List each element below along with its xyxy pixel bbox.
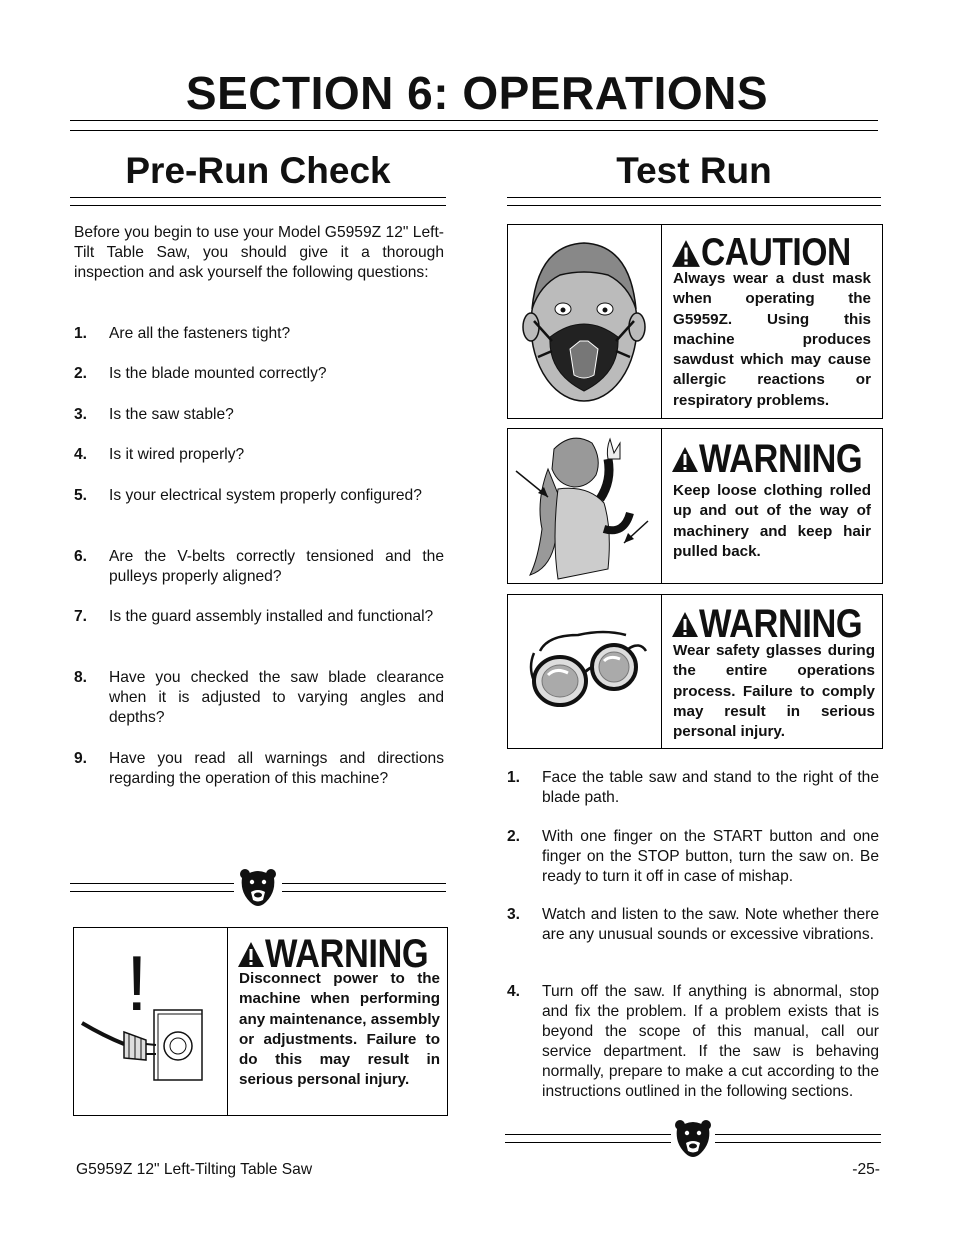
list-item-text: Face the table saw and stand to the right of the blade path. [542,769,879,806]
left-divider-line-b [70,891,234,892]
warning-triangle-icon [237,941,265,968]
list-item-text: Is the blade mounted correctly? [109,365,327,382]
list-item-number: 1. [507,769,521,786]
bear-logo-icon [238,866,278,910]
safety-glasses-icon [508,595,661,748]
list-item-text: Are all the fasteners tight? [109,325,291,342]
svg-text:!: ! [126,939,148,1027]
loose-clothing-hair-icon [508,429,661,583]
list-item-text: Turn off the saw. If anything is abnormal, stop and fix the problem. If a problem exists that is beyond the scope of this manual, call our service department. If the saw is behaving normally, prepare to make a cut according to the instructions outlined in the following sections. [542,983,879,1100]
list-item-number: 2. [74,365,88,382]
list-item-number: 7. [74,608,88,625]
warning-word: WARNING [699,437,863,481]
footer-model: G5959Z 12" Left-Tilting Table Saw [76,1161,313,1178]
disconnect-plug-icon [74,928,227,1115]
disconnect-plug-image [74,928,228,1115]
caution-word: CAUTION [701,231,851,274]
warning-word: WARNING [699,602,863,646]
list-item-number: 1. [74,325,88,342]
title-rule-top [70,120,878,121]
warning-triangle-icon [671,446,699,473]
list-item-number: 3. [74,406,88,423]
loose-clothing-image [508,429,662,583]
warning-message: Disconnect power to the machine when performing any maintenance, assembly or adjustments. Failure to do this may result in serious personal injury. [239,970,440,1089]
list-item-text: Are the V-belts correctly tensioned and the pulleys properly aligned? [109,548,444,585]
caution-message: Always wear a dust mask when operating the G5959Z. Using this machine produces sawdust which may cause allergic reactions or respiratory problems. [673,270,871,409]
list-item-text: Have you checked the saw blade clearance when it is adjusted to varying angles and depths? [109,669,444,726]
warning-message: Wear safety glasses during the entire operations process. Failure to comply may result in serious personal injury. [673,642,875,741]
left-divider-line-c [282,883,446,884]
safety-glasses-warning-box [507,594,883,749]
right-heading-rule-2 [507,205,881,206]
safety-glasses-image [508,595,662,748]
disconnect-power-warning-box [73,927,448,1116]
bear-logo-icon [673,1117,713,1161]
left-heading-rule-1 [70,197,446,198]
pre-run-check-heading: Pre-Run Check [125,150,391,191]
test-run-heading: Test Run [616,150,772,191]
list-item-text: Have you read all warnings and directions regarding the operation of this machine? [109,750,444,787]
right-heading-rule-1 [507,197,881,198]
dust-mask-caution-box [507,224,883,419]
left-divider-line-d [282,891,446,892]
warning-message: Keep loose clothing rolled up and out of the way of machinery and keep hair pulled back. [673,482,871,560]
dust-mask-icon [508,225,661,418]
section-title: SECTION 6: OPERATIONS [185,67,769,119]
warning-signal [671,437,889,482]
list-item-number: 4. [74,446,88,463]
warning-triangle-icon [671,611,699,638]
loose-clothing-warning-box [507,428,883,584]
dust-mask-image [508,225,662,418]
list-item-text: Is it wired properly? [109,446,245,463]
list-item-number: 2. [507,828,521,845]
list-item-number: 4. [507,983,521,1000]
list-item-number: 3. [507,906,521,923]
list-item-text: Is the guard assembly installed and functional? [109,608,434,625]
caution-triangle-icon [671,239,701,268]
list-item-text: With one finger on the START button and one finger on the STOP button, turn the saw on. Be ready to turn it off in case of mishap. [542,828,879,885]
pre-run-intro: Before you begin to use your Model G5959Z 12" Left-Tilt Table Saw, you should give it a thorough inspection and ask yourself the following questions: [74,224,444,281]
list-item-number: 9. [74,750,88,767]
right-divider-line-c [715,1134,881,1135]
right-divider-line-d [715,1142,881,1143]
left-divider-line-a [70,883,234,884]
list-item-number: 5. [74,487,88,504]
list-item-number: 8. [74,669,88,686]
right-divider-line-b [505,1142,671,1143]
list-item-text: Watch and listen to the saw. Note whether there are any unusual sounds or excessive vibrations. [542,906,879,943]
title-rule-bottom [70,130,878,131]
warning-word: WARNING [265,932,429,976]
left-heading-rule-2 [70,205,446,206]
list-item-number: 6. [74,548,88,565]
list-item-text: Is the saw stable? [109,406,234,423]
right-divider-line-a [505,1134,671,1135]
list-item-text: Is your electrical system properly configured? [109,487,422,504]
footer-page-number: -25- [852,1161,880,1178]
